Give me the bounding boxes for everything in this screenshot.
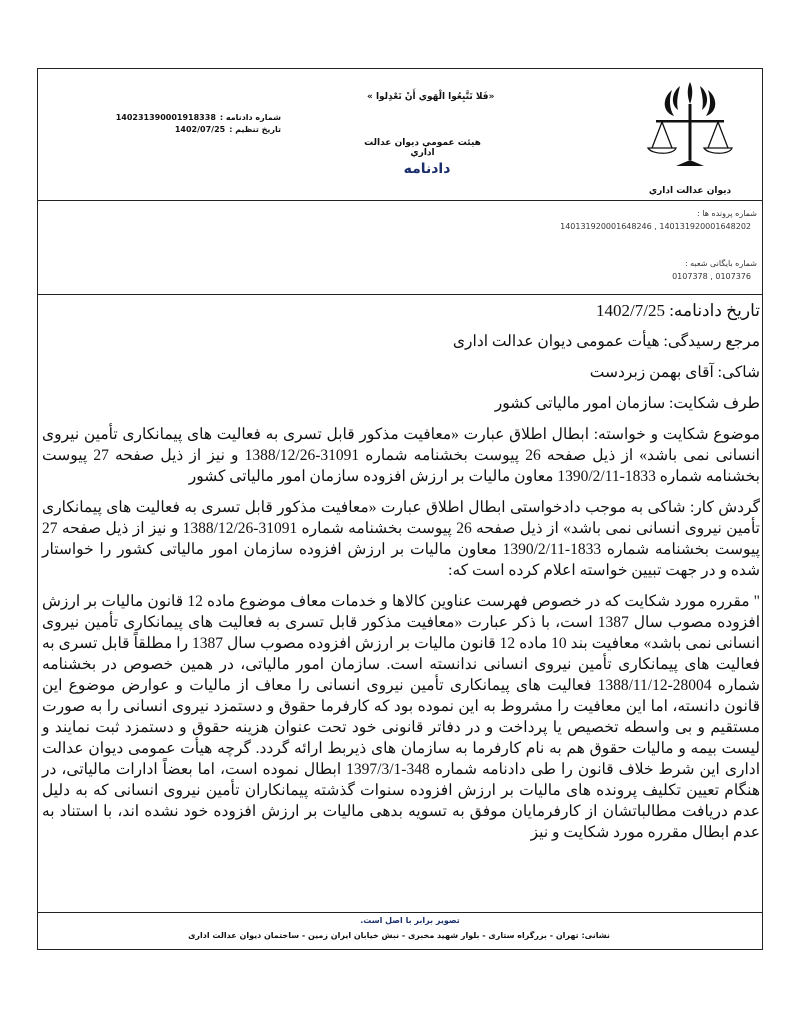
- footer-divider: [37, 912, 763, 913]
- court-name: ديوان عدالت اداري: [648, 186, 732, 196]
- quran-verse: «فَلا تَتَّبِعُوا الْهَوي أَنْ تَعْدِلوا »: [367, 92, 495, 102]
- meta-label: تاريخ تنظيم :: [229, 125, 281, 134]
- scales-emblem-icon: [642, 78, 738, 174]
- document-title: دادنامه: [403, 161, 451, 177]
- archive-value: 0107376 , 0107378: [672, 272, 751, 281]
- archive-label: شماره بایگانی شعبه :: [684, 259, 757, 268]
- meta-value: 140231390001918338: [115, 113, 216, 122]
- case-numbers-value: 140131920001648202 , 140131920001648246: [560, 222, 751, 231]
- document-header: [37, 68, 763, 201]
- meta-label: شماره دادنامه :: [219, 113, 281, 122]
- meta-value: 1402/07/25: [174, 125, 226, 134]
- meta-row-number: [81, 112, 281, 124]
- complaint-quote: " مقرره مورد شکایت که در خصوص فهرست عناوین کالاها و خدمات معاف موضوع ماده 12 قانون مالیات بر ارزش افزوده مصوب سال 1387 است، با ذکر عبارت «معافیت مذکور قابل تسری به فعالیت های پیمانکاری تأمین نیروی انسانی نمی باشد» معافیت بند 10 ماده 12 قانون مالیات بر ارزش افزوده مصوب سال 1387 را مطلقاً قابل تسری به فعالیت های پیمانکاری تأمین نیروی انسانی ندانسته است. سازمان امور مالیاتی، در همین خصوص در بخشنامه شماره 28004-1388/11/12 فعالیت های پیمانکاری تأمین نیروی انسانی را معاف از مالیات و عوارض موضوع این قانون دانسته، اما این معافیت را مشروط به این نموده بود که کارفرما حقوق و دستمزد نیروی انسانی را به صورت مستقیم و بی واسطه تخصیص یا پرداخت و در دفاتر قانونی خود تحت عنوان هزینه حقوق و دستمزد ثبت نمایند و لیست بیمه و مالیات حقوق هم به نام کارفرما به سازمان های ذیربط ارائه گردد. گرچه هیأت عمومی دیوان عدالت اداری این شرط خلاف قانون را طی دادنامه شماره 348-1397/3/1 ابطال نموده است، اما بعضاً ادارات مالیاتی، در هنگام تعیین تکلیف پرونده های مالیات بر ارزش افزوده سنوات گذشته پیمانکاران تأمین نیروی انسانی که به دلیل عدم دریافت مطالباتشان از کارفرمایان موفق به تسویه بدهی مالیات بر ارزش افزوده خود نشده اند، با استناد به عدم ابطال مقرره مورد شکایت و نیز: [42, 593, 761, 841]
- reference-authority: مرجع رسیدگی: هیأت عمومی دیوان عدالت اداری: [452, 333, 760, 350]
- file-info: [37, 205, 763, 281]
- verdict-date: تاریخ دادنامه: 1402/7/25: [596, 301, 760, 320]
- section-divider: [37, 294, 763, 295]
- certification-note: تصویر برابر با اصل است.: [360, 916, 460, 925]
- case-numbers-label: شماره پرونده ها :: [697, 209, 757, 218]
- document-meta: [81, 112, 281, 136]
- court-emblem: [635, 78, 745, 196]
- defendant: طرف شکایت: سازمان امور مالیاتی کشور: [494, 395, 760, 412]
- complaint-subject: موضوع شکایت و خواسته: ابطال اطلاق عبارت «معافیت مذکور قابل تسری به فعالیت های پیمانکاری تأمین نیروی انسانی نمی باشد» از ذیل صفحه 26 پیوست بخشنامه شماره 31091-1388/12/26 و نیز از ذیل صفحه 27 پیوست بخشنامه شماره 1833-1390/2/11 معاون مالیات بر ارزش افزوده سازمان امور مالیاتی کشور: [42, 426, 760, 485]
- footer-address: نشانی: تهران - بزرگراه ستاری - بلوار شهید مخبری - نبش خیابان ایران زمین - ساختمان دیوان عدالت اداری: [188, 931, 610, 940]
- board-name: هيئت عمومي ديوان عدالت اداري: [364, 138, 481, 158]
- case-course: گردش کار: شاکی به موجب دادخواستی ابطال اطلاق عبارت «معافیت مذکور قابل تسری به فعالیت های پیمانکاری تأمین نیروی انسانی نمی باشد» از ذیل صفحه 26 پیوست بخشنامه شماره 31091-1388/12/26 و نیز از ذیل صفحه 27 پیوست بخشنامه شماره 1833-1390/2/11 معاون مالیات بر ارزش افزوده سازمان امور مالیاتی کشور را خواستار شده و در جهت تبیین خواسته اعلام کرده است که:: [42, 499, 760, 579]
- meta-row-date: [81, 124, 281, 136]
- plaintiff: شاکی: آقای بهمن زبردست: [589, 364, 760, 381]
- verdict-body: [42, 300, 760, 853]
